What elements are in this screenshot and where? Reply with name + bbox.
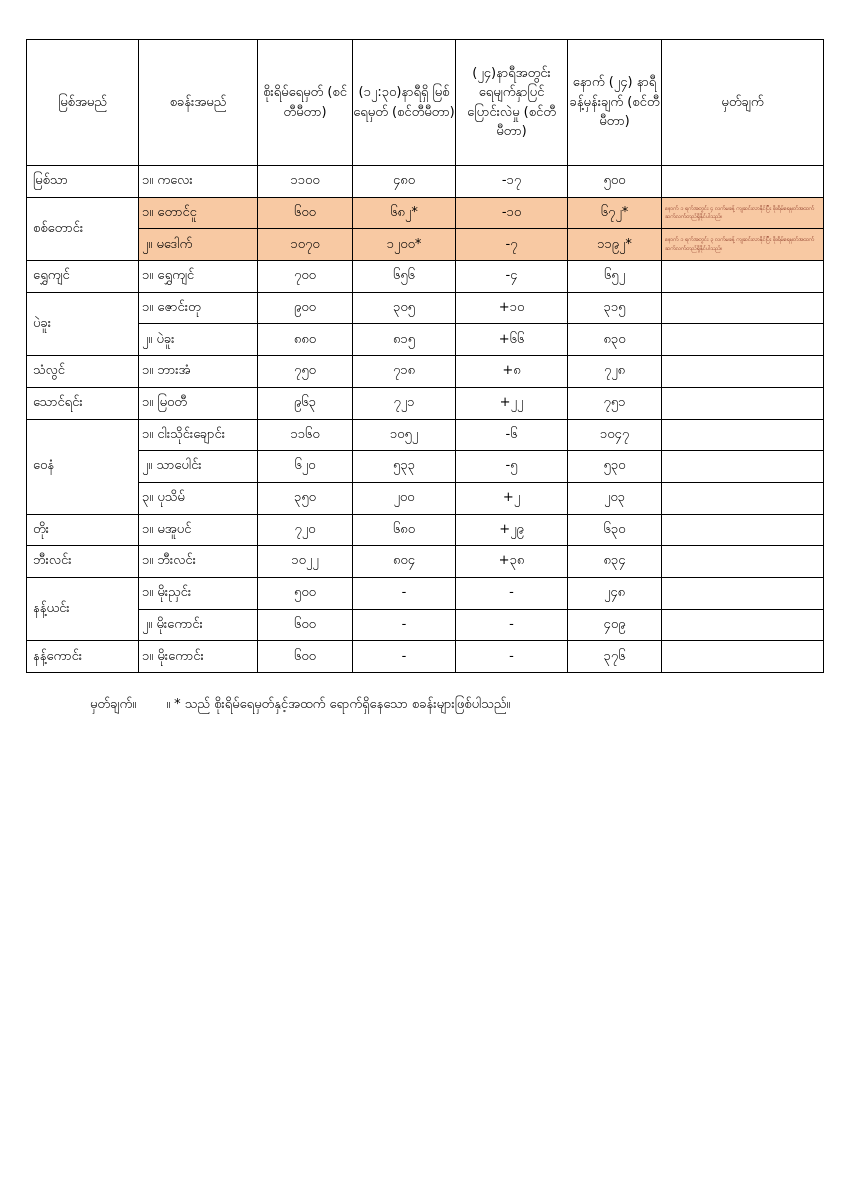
station-cell: ၂။ မိုးကောင်း	[139, 609, 258, 641]
forecast-cell: ၆၇၂*	[568, 197, 662, 229]
station-cell: ၁။ မြဝတီ	[139, 387, 258, 419]
change-cell: -	[456, 609, 568, 641]
river-name-cell: သံလွင်	[27, 356, 139, 388]
river-name-cell: စစ်တောင်း	[27, 197, 139, 260]
remark-cell	[662, 166, 824, 198]
remark-cell	[662, 261, 824, 293]
remark-cell	[662, 546, 824, 578]
current-level-cell: ၄၈၀	[353, 166, 456, 198]
danger-level-cell: ၃၅၀	[258, 482, 353, 514]
current-level-cell: -	[353, 577, 456, 609]
river-name-cell: ပဲခူး	[27, 292, 139, 355]
remark-cell	[662, 387, 824, 419]
remark-cell	[662, 577, 824, 609]
forecast-cell: ၈၃၀	[568, 324, 662, 356]
station-cell: ၁။ ဇောင်းတု	[139, 292, 258, 324]
danger-level-cell: ၆၂၀	[258, 451, 353, 483]
station-cell: ၁။ မိုးကောင်း	[139, 641, 258, 673]
forecast-cell: ၆၃၀	[568, 514, 662, 546]
river-level-table	[26, 39, 824, 673]
remark-cell: နောက် ၁ ရက်အတွင်း ၄ လက်မခန့် ကျဆင်းလာနိုင်ပြီး စိုးရိမ်ရေမှတ်အထက် ဆက်လက်တည်ရှိနိုင်ပါသည်။	[662, 197, 824, 229]
danger-level-cell: ၁၁၆၀	[258, 419, 353, 451]
change-cell: -	[456, 641, 568, 673]
table-row	[27, 514, 824, 546]
river-name-cell: နန့်ကောင်း	[27, 641, 139, 673]
danger-level-cell: ၁၀၇၀	[258, 229, 353, 261]
forecast-cell: ၄၀၉	[568, 609, 662, 641]
current-level-cell: ၈၀၄	[353, 546, 456, 578]
current-level-cell: -	[353, 609, 456, 641]
header-station: စခန်းအမည်	[139, 40, 258, 166]
table-row	[27, 229, 824, 261]
table-row	[27, 261, 824, 293]
forecast-cell: ၃၇၆	[568, 641, 662, 673]
header-24h-change: (၂၄)နာရီအတွင်း ရေမျက်နှာပြင် ပြောင်းလဲမှု (စင်တီမီတာ)	[456, 40, 568, 166]
change-cell: +၆၆	[456, 324, 568, 356]
remark-cell	[662, 292, 824, 324]
change-cell: -၁၀	[456, 197, 568, 229]
current-level-cell: ၂၀၀	[353, 482, 456, 514]
station-cell: ၁။ တောင်ငူ	[139, 197, 258, 229]
change-cell: -၄	[456, 261, 568, 293]
danger-level-cell: ၆၀၀	[258, 197, 353, 229]
footnote-text: ။ * သည် စိုးရိမ်ရေမှတ်နှင့်အထက် ရောက်ရှိနေသော စခန်းများဖြစ်ပါသည်။	[166, 697, 511, 712]
remark-cell	[662, 451, 824, 483]
change-cell: +၂	[456, 482, 568, 514]
station-cell: ၂။ ပဲခူး	[139, 324, 258, 356]
change-cell: +၁၀	[456, 292, 568, 324]
river-name-cell: မြစ်သာ	[27, 166, 139, 198]
station-cell: ၂။ မဒေါက်	[139, 229, 258, 261]
danger-level-cell: ၉၆၃	[258, 387, 353, 419]
table-row	[27, 546, 824, 578]
current-level-cell: ၆၅၆	[353, 261, 456, 293]
remark-cell	[662, 419, 824, 451]
forecast-cell: ၁၁၉၂*	[568, 229, 662, 261]
danger-level-cell: ၆၀၀	[258, 609, 353, 641]
table-row	[27, 356, 824, 388]
remark-cell	[662, 324, 824, 356]
change-cell: -၇	[456, 229, 568, 261]
table-row	[27, 482, 824, 514]
table-row	[27, 166, 824, 198]
header-24h-forecast: နောက် (၂၄) နာရီ ခန့်မှန်းချက် (စင်တီမီတာ)	[568, 40, 662, 166]
river-name-cell: နန့်ယင်း	[27, 577, 139, 640]
header-row	[27, 40, 824, 166]
table-row	[27, 197, 824, 229]
remark-cell	[662, 641, 824, 673]
current-level-cell: ၇၁၈	[353, 356, 456, 388]
forecast-cell: ၂၄၈	[568, 577, 662, 609]
change-cell: +၃၈	[456, 546, 568, 578]
footnote-label: မှတ်ချက်။	[90, 697, 137, 712]
station-cell: ၂။ သာပေါင်း	[139, 451, 258, 483]
forecast-cell: ၅၃၀	[568, 451, 662, 483]
river-name-cell: ဝေနံ	[27, 419, 139, 514]
current-level-cell: ၆၈၂*	[353, 197, 456, 229]
header-danger-level: စိုးရိမ်ရေမှတ် (စင်တီမီတာ)	[258, 40, 353, 166]
forecast-cell: ၁၀၄၇	[568, 419, 662, 451]
change-cell: -	[456, 577, 568, 609]
danger-level-cell: ၉၀၀	[258, 292, 353, 324]
forecast-cell: ၂၀၃	[568, 482, 662, 514]
danger-level-cell: ၆၀၀	[258, 641, 353, 673]
danger-level-cell: ၇၂၀	[258, 514, 353, 546]
current-level-cell: ၁၂၀၀*	[353, 229, 456, 261]
current-level-cell: ၁၀၅၂	[353, 419, 456, 451]
forecast-cell: ၇၂၈	[568, 356, 662, 388]
danger-level-cell: ၈၈၀	[258, 324, 353, 356]
change-cell: -၆	[456, 419, 568, 451]
station-cell: ၃။ ပုသိမ်	[139, 482, 258, 514]
current-level-cell: -	[353, 641, 456, 673]
change-cell: +၂၂	[456, 387, 568, 419]
river-name-cell: ဘီးလင်း	[27, 546, 139, 578]
change-cell: -၅	[456, 451, 568, 483]
table-body	[27, 166, 824, 673]
station-cell: ၁။ ကလေး	[139, 166, 258, 198]
table-row	[27, 387, 824, 419]
remark-cell: နောက် ၁ ရက်အတွင်း ၃ လက်မခန့် ကျဆင်းလာနိုင်ပြီး စိုးရိမ်ရေမှတ်အထက် ဆက်လက်တည်ရှိနိုင်ပါသည်။	[662, 229, 824, 261]
station-cell: ၁။ ငါးသိုင်းချောင်း	[139, 419, 258, 451]
danger-level-cell: ၇၅၀	[258, 356, 353, 388]
danger-level-cell: ၇၀၀	[258, 261, 353, 293]
header-river: မြစ်အမည်	[27, 40, 139, 166]
footnote	[90, 696, 510, 715]
station-cell: ၁။ မိုးညှင်း	[139, 577, 258, 609]
forecast-cell: ၃၁၅	[568, 292, 662, 324]
change-cell: -၁၇	[456, 166, 568, 198]
table-row	[27, 609, 824, 641]
change-cell: +၈	[456, 356, 568, 388]
remark-cell	[662, 514, 824, 546]
danger-level-cell: ၅၀၀	[258, 577, 353, 609]
current-level-cell: ၇၂၁	[353, 387, 456, 419]
forecast-cell: ၇၅၁	[568, 387, 662, 419]
table-row	[27, 577, 824, 609]
current-level-cell: ၆၈၀	[353, 514, 456, 546]
table-row	[27, 641, 824, 673]
river-name-cell: ရွှေကျင်	[27, 261, 139, 293]
forecast-cell: ၈၃၄	[568, 546, 662, 578]
station-cell: ၁။ ဘီးလင်း	[139, 546, 258, 578]
table-row	[27, 324, 824, 356]
remark-cell	[662, 356, 824, 388]
forecast-cell: ၆၅၂	[568, 261, 662, 293]
table-row	[27, 292, 824, 324]
change-cell: +၂၉	[456, 514, 568, 546]
header-current-level: (၁၂:၃၀)နာရီရှိ မြစ်ရေမှတ် (စင်တီမီတာ)	[353, 40, 456, 166]
current-level-cell: ၈၁၅	[353, 324, 456, 356]
danger-level-cell: ၁၁၀၀	[258, 166, 353, 198]
remark-cell	[662, 609, 824, 641]
header-remark: မှတ်ချက်	[662, 40, 824, 166]
table-row	[27, 419, 824, 451]
current-level-cell: ၃၀၅	[353, 292, 456, 324]
station-cell: ၁။ မအူပင်	[139, 514, 258, 546]
current-level-cell: ၅၃၃	[353, 451, 456, 483]
danger-level-cell: ၁၀၂၂	[258, 546, 353, 578]
station-cell: ၁။ ဘားအံ	[139, 356, 258, 388]
river-name-cell: တိုး	[27, 514, 139, 546]
table-row	[27, 451, 824, 483]
remark-cell	[662, 482, 824, 514]
forecast-cell: ၅၀၀	[568, 166, 662, 198]
station-cell: ၁။ ရွှေကျင်	[139, 261, 258, 293]
river-name-cell: သောင်ရင်း	[27, 387, 139, 419]
